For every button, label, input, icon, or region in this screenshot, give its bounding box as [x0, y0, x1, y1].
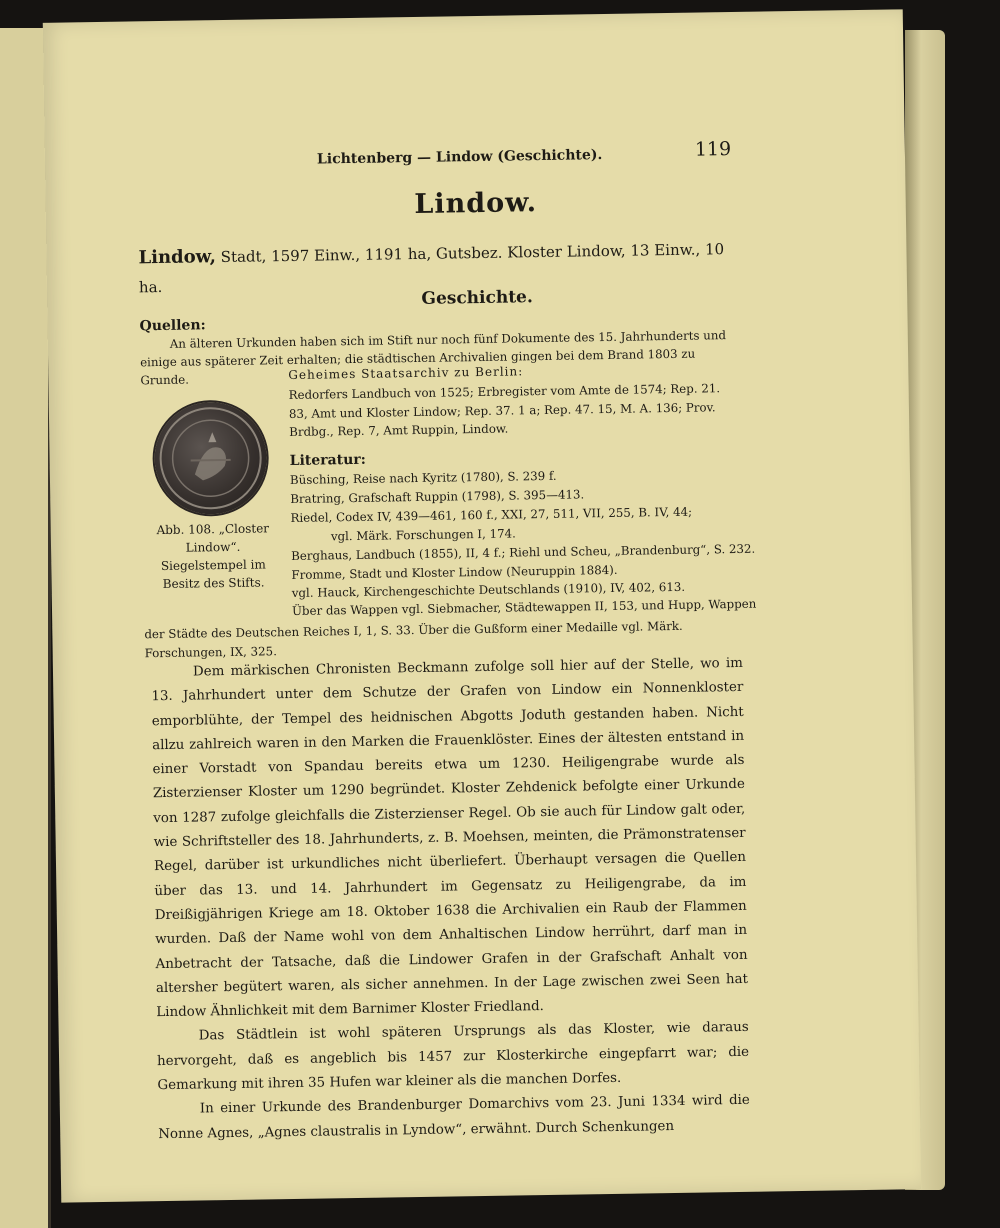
literature-entry: vgl. Hauck, Kirchengeschichte Deutschlands (1910), IV, 402, 613.: [291, 579, 686, 600]
body-paragraph: In einer Urkunde des Brandenburger Domarchivs vom 23. Juni 1334 wird die Nonne Agnes, „Agnes claustralis in Lyndow“, erwähnt. Durch Schenkungen: [158, 1093, 750, 1142]
intro-name: Lindow,: [138, 246, 217, 269]
page-number: 119: [694, 138, 732, 161]
literature-entry: Berghaus, Landbuch (1855), II, 4 f.; Riehl und Scheu, „Brandenburg“, S. 232.: [291, 541, 756, 563]
sources-text: An älteren Urkunden haben sich im Stift nur noch fünf Dokumente des 15. Jahrhunderts und einige aus späterer Zeit erhalten; die städtischen Archivalien gingen bei dem Brand 1803 zu Grunde.: [140, 328, 727, 388]
section-title: Geschichte.: [421, 287, 533, 309]
archive-heading: Geheimes Staatsarchiv zu Berlin:: [288, 364, 524, 383]
literature-heading: Literatur:: [289, 451, 367, 470]
literature-entry: Riedel, Codex IV, 439—461, 160 f., XXI, 27, 511, VII, 255, B. IV, 44;: [290, 504, 693, 525]
literature-entry: Über das Wappen vgl. Siebmacher, Städtewappen II, 153, und Hupp, Wappen: [291, 596, 757, 618]
seal-emblem-icon: [154, 401, 268, 515]
body-text: [151, 652, 751, 1147]
body-paragraph: Dem märkischen Chronisten Beckmann zufolge soll hier auf der Stelle, wo im 13. Jahrhundert unter dem Schutze der Grafen von Lindow ein Nonnenkloster emporblühte, der Tempel des heidnischen Abgotts Joduth gestanden haben. Nicht allzu zahlreich waren in den Marken die Frauenklöster. Eines der ältesten entstand in einer Vorstadt von Spandau bereits etwa um 1230. Heiligengrabe wurde als Zisterzienser Kloster um 1290 begründet. Kloster Zehdenick befolgte einer Urkunde von 1287 zufolge gleichfalls die Zisterzienser Regel. Ob sie auch für Lindow galt oder, wie Schriftsteller des 18. Jahrhunderts, z. B. Moehsen, meinten, die Prämonstratenser Regel, darüber ist urkundliches nicht überliefert. Überhaupt versagen die Quellen über das 13. und 14. Jahrhundert im Gegensatz zu Heiligengrabe, da im Dreißigjährigen Kriege am 18. Oktober 1638 die Archivalien ein Raub der Flammen wurden. Daß der Name wohl von dem Anhaltischen Lindow herrührt, darf man in Anbetracht der Tatsache, daß die Lindower Grafen in der Grafschaft Anhalt von altersher begütert waren, als sicher annehmen. In der Lage zwischen zwei Seen hat Lindow Ähnlichkeit mit dem Barnimer Kloster Friedland.: [151, 655, 749, 1021]
literature-entry: Büsching, Reise nach Kyritz (1780), S. 239 f.: [289, 468, 557, 487]
running-head: Lichtenberg — Lindow (Geschichte).: [316, 147, 603, 168]
book-page: [43, 9, 921, 1202]
body-paragraph: Das Städtlein ist wohl späteren Ursprungs als das Kloster, wie daraus hervorgeht, daß es angeblich bis 1457 zur Klosterkirche eingepfarrt war; die Gemarkung mit ihren 35 Hufen war kleiner als die manchen Dorfes.: [156, 1020, 750, 1094]
seal-image: [154, 401, 268, 515]
left-page-edge: [0, 28, 51, 1228]
intro-text: Stadt, 1597 Einw., 1191 ha, Gutsbez. Kloster Lindow, 13 Einw., 10 ha.: [138, 240, 725, 297]
literature-continuation: der Städte des Deutschen Reiches I, 1, S. 33. Über die Gußform einer Medaille vgl. Märk. Forschungen, IX, 325.: [144, 618, 683, 660]
sources-heading: Quellen:: [139, 317, 206, 335]
literature-entry: vgl. Märk. Forschungen I, 174.: [330, 526, 516, 544]
figure-caption: Abb. 108. „Closter Lindow“. Siegelstempel im Besitz des Stifts.: [156, 521, 270, 592]
literature-entry: Bratring, Grafschaft Ruppin (1798), S. 395—413.: [290, 487, 585, 506]
page-title: Lindow.: [414, 187, 538, 221]
literature-entry: Fromme, Stadt und Kloster Lindow (Neuruppin 1884).: [291, 562, 618, 582]
archive-text: Redorfers Landbuch von 1525; Erbregister vom Amte de 1574; Rep. 21. 83, Amt und Kloster Lindow; Rep. 37. 1 a; Rep. 47. 15, M. A. 136; Prov. Brdbg., Rep. 7, Amt Ruppin, Lindow.: [288, 381, 721, 440]
